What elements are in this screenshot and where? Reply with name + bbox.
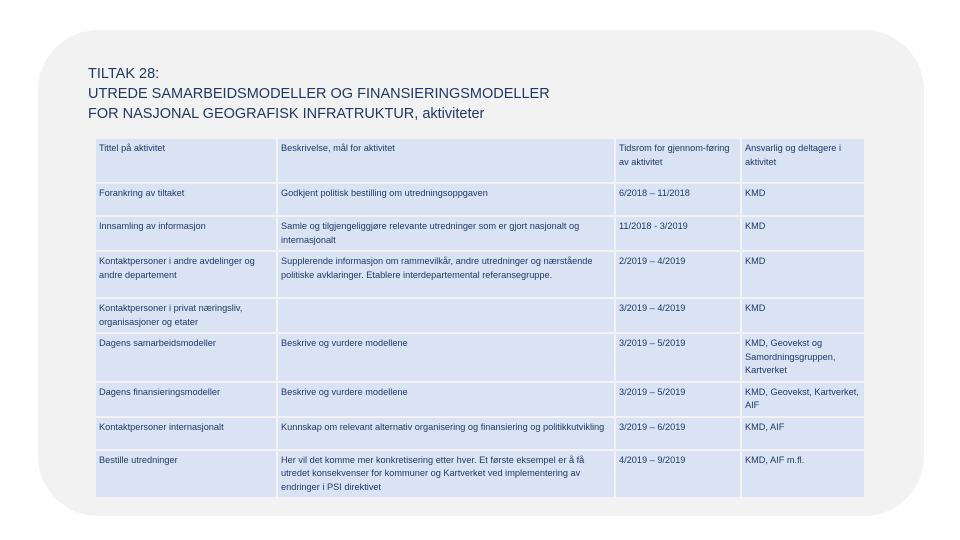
table-cell: Kontaktpersoner i privat næringsliv, organisasjoner og etater: [96, 299, 276, 332]
table-cell: Supplerende informasjon om rammevilkår, andre utredninger og nærstående politiske avklaringer. Etablere interdepartemental referansegruppe.: [278, 252, 614, 297]
table-cell: Dagens samarbeidsmodeller: [96, 334, 276, 381]
table-cell: 2/2019 – 4/2019: [616, 252, 740, 297]
table-row: [96, 217, 864, 250]
table-cell: KMD: [742, 217, 864, 250]
table-cell: Kunnskap om relevant alternativ organisering og finansiering og politikkutvikling: [278, 418, 614, 449]
title-line-3: FOR NASJONAL GEOGRAFISK INFRATRUKTUR, aktiviteter: [88, 106, 485, 122]
table-cell: 6/2018 – 11/2018: [616, 184, 740, 215]
table-cell: Kontaktpersoner internasjonalt: [96, 418, 276, 449]
activity-table: [94, 137, 866, 499]
table-cell: Innsamling av informasjon: [96, 217, 276, 250]
table-cell: KMD, Geovekst og Samordningsgruppen, Kartverket: [742, 334, 864, 381]
header-cell: Beskrivelse, mål for aktivitet: [278, 139, 614, 182]
table-cell: Forankring av tiltaket: [96, 184, 276, 215]
table-cell: Bestille utredninger: [96, 451, 276, 498]
header-cell: Ansvarlig og deltagere i aktivitet: [742, 139, 864, 182]
title-line-2: UTREDE SAMARBEIDSMODELLER OG FINANSIERINGSMODELLER: [88, 86, 550, 102]
table-row: [96, 418, 864, 449]
table-row: [96, 383, 864, 416]
table-cell: KMD, AIF m.fl.: [742, 451, 864, 498]
table-row: [96, 299, 864, 332]
table-header-row: [96, 139, 864, 182]
table-row: [96, 451, 864, 498]
table-cell: 3/2019 – 5/2019: [616, 334, 740, 381]
table-cell: Kontaktpersoner i andre avdelinger og andre departement: [96, 252, 276, 297]
table-cell: KMD: [742, 184, 864, 215]
table-cell: Beskrive og vurdere modellene: [278, 334, 614, 381]
header-cell: Tittel på aktivitet: [96, 139, 276, 182]
table-cell: KMD, Geovekst, Kartverket, AIF: [742, 383, 864, 416]
title-line-1: TILTAK 28:: [88, 66, 160, 82]
table-cell: KMD: [742, 252, 864, 297]
table-cell: 11/2018 - 3/2019: [616, 217, 740, 250]
table-cell: Samle og tilgjengeliggjøre relevante utredninger som er gjort nasjonalt og internasjonalt: [278, 217, 614, 250]
table-cell: 3/2019 – 5/2019: [616, 383, 740, 416]
table-cell: Godkjent politisk bestilling om utredningsoppgaven: [278, 184, 614, 215]
table-cell: 3/2019 – 4/2019: [616, 299, 740, 332]
header-cell: Tidsrom for gjennom-føring av aktivitet: [616, 139, 740, 182]
page-title: [88, 64, 788, 124]
table-cell: Dagens finansieringsmodeller: [96, 383, 276, 416]
table-cell: Her vil det komme mer konkretisering etter hver. Et første eksempel er å få utredet konsekvenser for kommuner og Kartverket ved implementering av endringer i PSI direktivet: [278, 451, 614, 498]
table-cell: KMD: [742, 299, 864, 332]
table-cell: KMD, AIF: [742, 418, 864, 449]
table-row: [96, 252, 864, 297]
table-cell: 4/2019 – 9/2019: [616, 451, 740, 498]
table-row: [96, 184, 864, 215]
table-cell: Beskrive og vurdere modellene: [278, 383, 614, 416]
table-cell: 3/2019 – 6/2019: [616, 418, 740, 449]
table-row: [96, 334, 864, 381]
table-cell: [278, 299, 614, 332]
